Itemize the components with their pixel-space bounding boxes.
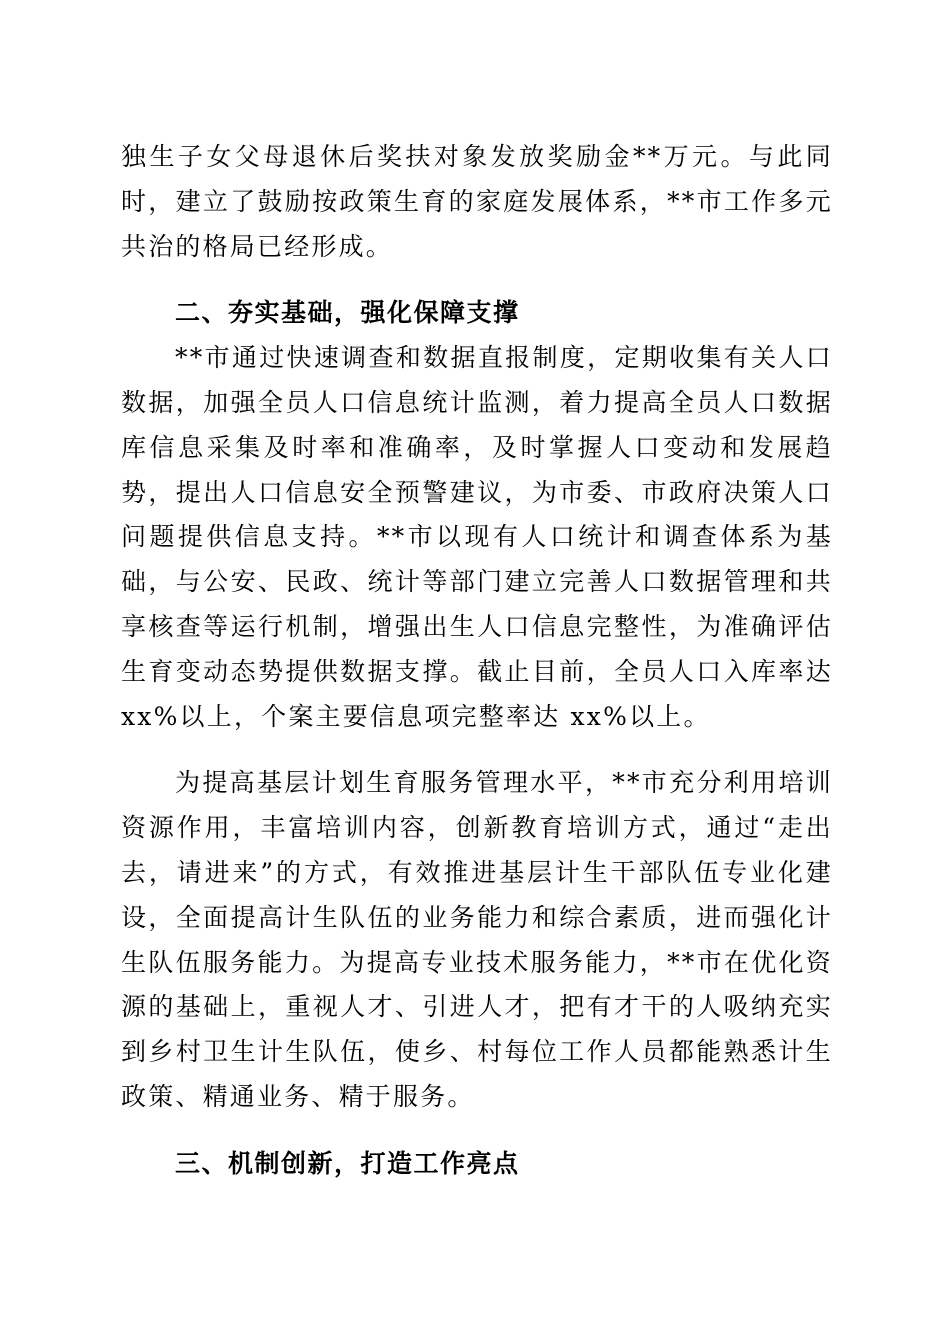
paragraph-3-line-3: 进来”的方式，有效推进基层计生干部队伍专业化建设，全面 [121, 857, 833, 932]
paragraph-2-line-5: 持。**市以现有人口统计和调查体系为基础，与公安、民政、 [121, 522, 833, 597]
paragraph-3-line-8: 精于服务。 [338, 1081, 475, 1111]
paragraph-3-line-1: 为提高基层计划生育服务管理水平，**市充分利用培训资源 [121, 768, 833, 843]
paragraph-1-line-1: 独生子女父母退休后奖扶对象发放奖励金**万元。与此同时， [121, 142, 833, 216]
paragraph-2-line-7: 强出生人口信息完整性，为准确评估生育变动态势提供数据支 [121, 611, 833, 686]
paragraph-3-line-5: 能力。为提高专业技术服务能力，**市在优化资源的基础上， [121, 947, 833, 1022]
paragraph-2-line-6: 统计等部门建立完善人口数据管理和共享核查等运行机制，增 [121, 567, 833, 641]
paragraph-3 [121, 761, 833, 1119]
paragraph-2 [121, 336, 833, 739]
paragraph-2-line-9: 完整率达 xx%以上。 [451, 701, 711, 731]
paragraph-3-line-6: 重视人才、引进人才，把有才干的人吸纳充实到乡村卫生计生 [121, 992, 833, 1067]
section-heading-3: 三、机制创新，打造工作亮点 [175, 1148, 520, 1178]
document-body [121, 135, 833, 1187]
paragraph-3-line-2: 作用，丰富培训内容，创新教育培训方式，通过“走出去，请 [121, 813, 833, 887]
paragraph-1 [121, 135, 833, 269]
paragraph-3-line-7: 队伍，使乡、村每位工作人员都能熟悉计生政策、精通业务、 [121, 1037, 833, 1111]
spacer [121, 1120, 833, 1142]
paragraph-2-line-3: 集及时率和准确率，及时掌握人口变动和发展趋势，提出人口 [121, 432, 833, 507]
spacer [121, 739, 833, 761]
paragraph-2-line-8: 撑。截止目前，全员人口入库率达 xx%以上，个案主要信息项 [121, 656, 833, 731]
paragraph-3-line-4: 提高计生队伍的业务能力和综合素质，进而强化计生队伍服务 [121, 902, 833, 977]
paragraph-2-line-2: 加强全员人口信息统计监测，着力提高全员人口数据库信息采 [121, 387, 833, 462]
paragraph-2-line-1: **市通过快速调查和数据直报制度，定期收集有关人口数据， [121, 343, 833, 417]
spacer [121, 269, 833, 291]
paragraph-1-line-3: 格局已经形成。 [202, 231, 394, 261]
paragraph-2-line-4: 信息安全预警建议，为市委、市政府决策人口问题提供信息支 [121, 477, 833, 552]
section-heading-2: 二、夯实基础，强化保障支撑 [175, 298, 520, 328]
paragraph-1-line-2: 建立了鼓励按政策生育的家庭发展体系，**市工作多元共治的 [121, 186, 833, 261]
